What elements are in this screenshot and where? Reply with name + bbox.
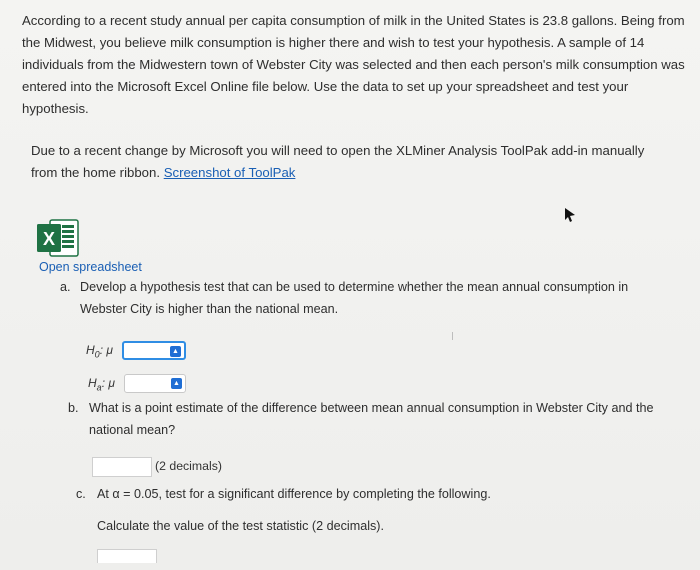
ha-subscript: a [96, 382, 102, 393]
ha-prefix: H [88, 376, 97, 390]
toolpak-screenshot-link[interactable]: Screenshot of ToolPak [163, 165, 296, 180]
h0-suffix: : μ [99, 343, 113, 357]
excel-icon[interactable] [36, 218, 80, 258]
part-c-label: c. [76, 487, 86, 501]
excel-icon-letter: X [42, 229, 56, 249]
alternative-hypothesis-select[interactable] [124, 374, 186, 393]
part-c-subquestion: Calculate the value of the test statistic (2 decimals). [97, 519, 384, 533]
problem-statement: According to a recent study annual per capita consumption of milk in the United States is 23.8 gallons. Being from the Midwest, you believe milk consumption is higher there and wish to test your hypothesis. A sample of 14 individuals from the Midwestern town of Webster City was selected and then each person's milk consumption was entered into the Microsoft Excel Online file below. Use the data to set up your spreadsheet and test your hypothesis. [22, 13, 685, 116]
part-a-label: a. [60, 280, 71, 294]
mouse-cursor-icon [563, 207, 577, 223]
h0-subscript: 0 [94, 349, 100, 360]
null-hypothesis-label [86, 343, 113, 359]
toolpak-note [31, 140, 671, 184]
updown-arrows-icon: ▲︎ [170, 346, 181, 357]
part-c-question: At α = 0.05, test for a significant difference by completing the following. [97, 487, 491, 501]
ha-suffix: : μ [101, 376, 115, 390]
h0-prefix: H [86, 343, 95, 357]
part-b-label: b. [68, 401, 79, 415]
toolpak-note-text: Due to a recent change by Microsoft you will need to open the XLMiner Analysis ToolPak add-in manually from the home ribbon. [31, 143, 645, 180]
test-statistic-input[interactable] [97, 549, 157, 563]
part-b-question: What is a point estimate of the difference between mean annual consumption in Webster City and the national mean? [89, 401, 654, 437]
open-spreadsheet-link[interactable]: Open spreadsheet [39, 260, 142, 274]
point-estimate-input[interactable] [92, 457, 152, 477]
divider-mark [452, 332, 453, 340]
alternative-hypothesis-label [88, 376, 115, 392]
null-hypothesis-select[interactable] [122, 341, 186, 360]
part-a-question: Develop a hypothesis test that can be used to determine whether the mean annual consumption in Webster City is higher than the national mean. [80, 280, 629, 316]
updown-arrows-icon: ▲︎ [171, 378, 182, 389]
part-b-hint: (2 decimals) [155, 459, 222, 473]
